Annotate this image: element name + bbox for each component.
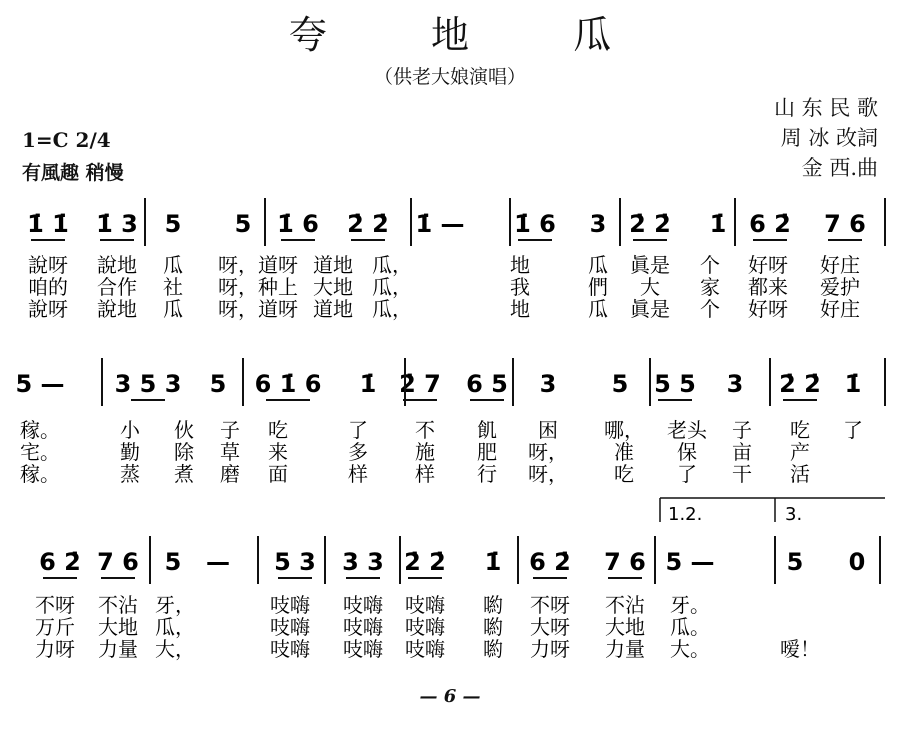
lyric-syllable: 不沾 — [98, 593, 138, 617]
lyric-syllable: 家 — [700, 275, 720, 299]
lyric-syllable: 喲 — [483, 615, 503, 639]
lyric-syllable: 吱嗨 — [405, 637, 445, 661]
note-group: 5 3 — [274, 548, 316, 576]
note-group: 0 — [848, 548, 866, 576]
song-subtitle: （供老大娘演唱） — [373, 66, 526, 88]
lyric-syllable: 万斤 — [35, 615, 75, 639]
lyric-syllable: 多 — [348, 440, 368, 464]
lyric-syllable: 施 — [415, 440, 435, 464]
lyric-syllable: 不 — [415, 418, 435, 442]
lyric-syllable: 宅。 — [20, 440, 60, 464]
lyric-syllable: 瓜， — [155, 615, 195, 639]
lyric-syllable: 瓜， — [372, 297, 412, 321]
lyric-syllable: 草 — [220, 440, 240, 464]
lyric-syllable: 說呀 — [28, 297, 68, 321]
lyric-syllable: 呀，种上 — [218, 275, 298, 299]
lyric-syllable: 大， — [155, 637, 195, 661]
lyric-syllable: 不沾 — [605, 593, 645, 617]
note-group: 6 2̇ — [39, 548, 81, 576]
lyric-syllable: 吱嗨 — [343, 593, 383, 617]
credit-origin: 山 东 民 歌 — [773, 96, 878, 120]
lyric-syllable: 道地 — [313, 297, 353, 321]
lyric-syllable: 瓜 — [588, 297, 608, 321]
lyric-syllable: 煮 — [174, 462, 194, 486]
note-group: 5 — [164, 210, 182, 238]
tempo-marking: 有風趣 稍慢 — [22, 162, 124, 184]
lyric-syllable: 地 — [510, 253, 530, 277]
note-group: 7 6 — [824, 210, 866, 238]
note-group: 1̇ 1̇ — [27, 210, 69, 238]
lyric-syllable: 吱嗨 — [270, 637, 310, 661]
lyric-syllable: 呀，道呀 — [218, 297, 298, 321]
note-group: 2̇ 2̇ — [779, 370, 821, 398]
lyric-syllable: 勤 — [120, 440, 140, 464]
note-group: 5 — [786, 548, 804, 576]
lyric-syllable: 吱嗨 — [343, 615, 383, 639]
lyric-syllable: 吱嗨 — [270, 593, 310, 617]
lyric-syllable: 了 — [348, 418, 368, 442]
lyric-syllable: 牙， — [155, 593, 195, 617]
key-signature: 1=C 2/4 — [22, 128, 111, 152]
note-group: 1̇ 6 — [277, 210, 319, 238]
lyric-syllable: 伙 — [174, 418, 194, 442]
note-group: 3 — [589, 210, 607, 238]
lyric-syllable: 咱的 — [28, 275, 68, 299]
lyric-syllable: 吱嗨 — [343, 637, 383, 661]
lyric-syllable: 吃 — [614, 462, 634, 486]
lyric-syllable: 个 — [700, 297, 720, 321]
note-group: 1̇ — [709, 210, 727, 238]
lyric-syllable: 牙。 — [670, 593, 710, 617]
note-group: 6 1̇ 6 — [254, 370, 322, 398]
note-group: 6 2̇ — [529, 548, 571, 576]
note-group: — — [206, 548, 230, 576]
lyric-syllable: 产 — [790, 440, 810, 464]
volta-label: 1.2. — [668, 504, 703, 525]
note-group: 7 6 — [97, 548, 139, 576]
lyric-syllable: 瓜 — [163, 297, 183, 321]
note-group: 5 5 — [654, 370, 696, 398]
note-group: 3 — [726, 370, 744, 398]
note-group: 6 5 — [466, 370, 508, 398]
lyric-syllable: 活 — [790, 462, 810, 486]
lyric-syllable: 样 — [415, 462, 435, 486]
lyric-syllable: 大地 — [313, 275, 353, 299]
lyric-syllable: 大地 — [98, 615, 138, 639]
lyric-syllable: 准 — [614, 440, 634, 464]
note-group: 5 — — [665, 548, 715, 576]
lyric-syllable: 飢 — [477, 418, 497, 442]
lyric-syllable: 磨 — [220, 462, 240, 486]
lyric-syllable: 吱嗨 — [405, 615, 445, 639]
lyric-syllable: 爱护 — [820, 275, 860, 299]
lyric-syllable: 稼。 — [20, 462, 60, 486]
note-group: 5 — [234, 210, 252, 238]
lyric-syllable: 社 — [163, 275, 183, 299]
note-group: 6 2̇ — [749, 210, 791, 238]
lyric-syllable: 吱嗨 — [270, 615, 310, 639]
lyric-syllable: 不呀 — [35, 593, 75, 617]
note-group: 2̇ 2̇ — [629, 210, 671, 238]
lyric-syllable: 困 — [538, 418, 558, 442]
lyric-syllable: 保 — [677, 440, 697, 464]
note-group: 2̇ 2̇ — [347, 210, 389, 238]
lyric-syllable: 我 — [510, 275, 530, 299]
page-number: — 6 — — [419, 686, 481, 707]
lyric-syllable: 好庄 — [820, 253, 860, 277]
note-group: 1̇ 3 — [96, 210, 138, 238]
lyric-syllable: 瓜。 — [670, 615, 710, 639]
lyric-syllable: 子 — [732, 418, 752, 442]
lyric-syllable: 好庄 — [820, 297, 860, 321]
note-group: 3 3 — [342, 548, 384, 576]
lyric-syllable: 肥 — [477, 440, 497, 464]
lyric-syllable: 呀， — [528, 440, 568, 464]
lyric-syllable: 力呀 — [35, 637, 75, 661]
lyric-syllable: 大地 — [605, 615, 645, 639]
note-group: 5 — [164, 548, 182, 576]
lyric-syllable: 瓜， — [372, 253, 412, 277]
lyric-syllable: 們 — [588, 275, 608, 299]
lyric-syllable: 說地 — [97, 297, 137, 321]
lyric-syllable: 呀，道呀 — [218, 253, 298, 277]
lyric-syllable: 稼。 — [20, 418, 60, 442]
note-group: 2̇ 7 — [399, 370, 441, 398]
lyric-syllable: 眞是 — [630, 297, 670, 321]
lyric-syllable: 老头 — [667, 418, 707, 442]
note-group: 1̇ — [844, 370, 862, 398]
lyric-syllable: 吃 — [268, 418, 288, 442]
note-group: 3 — [539, 370, 557, 398]
lyric-syllable: 力量 — [605, 637, 645, 661]
lyric-syllable: 小 — [120, 418, 140, 442]
lyric-syllable: 瓜 — [163, 253, 183, 277]
lyric-syllable: 大 — [640, 275, 660, 299]
lyric-syllable: 瓜， — [372, 275, 412, 299]
lyric-syllable: 干 — [732, 462, 752, 486]
lyric-syllable: 了 — [843, 418, 863, 442]
volta-label: 3. — [785, 504, 803, 525]
note-group: 5 — — [15, 370, 65, 398]
lyric-syllable: 喲 — [483, 593, 503, 617]
lyric-syllable: 力呀 — [530, 637, 570, 661]
lyric-syllable: 嗳！ — [780, 637, 820, 661]
lyric-syllable: 喲 — [483, 637, 503, 661]
lyric-syllable: 个 — [700, 253, 720, 277]
lyric-syllable: 除 — [174, 440, 194, 464]
note-group: 1̇ 6 — [514, 210, 556, 238]
lyric-syllable: 好呀 — [748, 253, 788, 277]
credit-composer: 金 西.曲 — [801, 156, 878, 180]
lyric-syllable: 行 — [477, 462, 497, 486]
lyric-syllable: 吃 — [790, 418, 810, 442]
lyric-syllable: 眞是 — [630, 253, 670, 277]
lyric-syllable: 瓜 — [588, 253, 608, 277]
lyric-syllable: 合作 — [97, 275, 137, 299]
note-group: 1̇ — [359, 370, 377, 398]
lyric-syllable: 好呀 — [748, 297, 788, 321]
lyric-syllable: 說呀 — [28, 253, 68, 277]
lyric-syllable: 不呀 — [530, 593, 570, 617]
lyric-syllable: 道地 — [313, 253, 353, 277]
lyric-syllable: 了 — [677, 462, 697, 486]
song-title: 夸 地 瓜 — [288, 13, 658, 57]
lyric-syllable: 說地 — [97, 253, 137, 277]
lyric-syllable: 面 — [268, 462, 288, 486]
lyric-syllable: 大。 — [670, 637, 710, 661]
lyric-syllable: 大呀 — [530, 615, 570, 639]
lyric-syllable: 哪， — [604, 418, 644, 442]
lyric-syllable: 呀， — [528, 462, 568, 486]
lyric-syllable: 都来 — [748, 275, 788, 299]
lyric-syllable: 亩 — [732, 440, 752, 464]
note-group: 7 6 — [604, 548, 646, 576]
note-group: 1̇ — — [415, 210, 465, 238]
note-group: 3 5 3 — [114, 370, 182, 398]
note-group: 2̇ 2̇ — [404, 548, 446, 576]
note-group: 1̇ — [484, 548, 502, 576]
lyric-syllable: 吱嗨 — [405, 593, 445, 617]
credit-lyricist: 周 冰 改詞 — [780, 126, 878, 150]
lyric-syllable: 子 — [220, 418, 240, 442]
lyric-syllable: 地 — [510, 297, 530, 321]
lyric-syllable: 来 — [268, 440, 288, 464]
note-group: 5 — [209, 370, 227, 398]
lyric-syllable: 力量 — [98, 637, 138, 661]
lyric-syllable: 样 — [348, 462, 368, 486]
lyric-syllable: 蒸 — [120, 462, 140, 486]
note-group: 5 — [611, 370, 629, 398]
